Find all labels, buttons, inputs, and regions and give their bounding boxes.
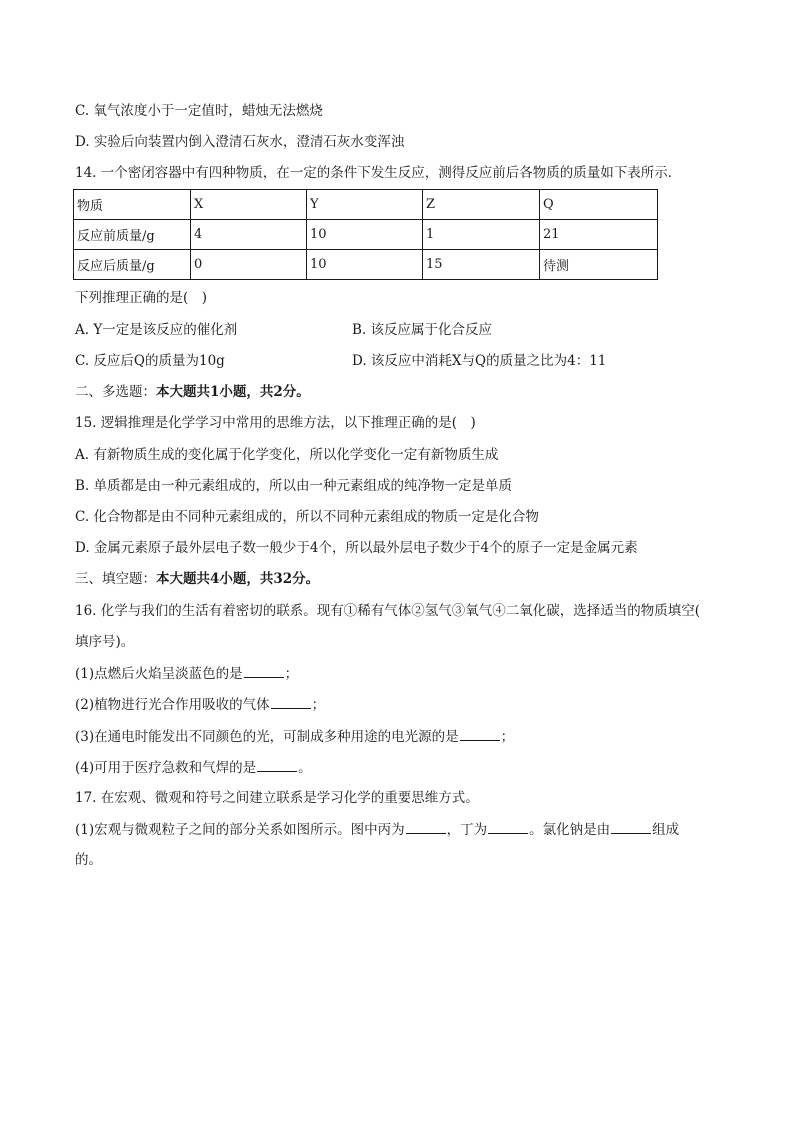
section-title: 二、多选题： xyxy=(75,384,156,400)
answer-blank[interactable] xyxy=(406,819,446,834)
q14-option-a: A. Y一定是该反应的催化剂 xyxy=(75,322,238,338)
q16-stem-line1: 16. 化学与我们的生活有着密切的联系。现有①稀有气体②氢气③氧气④二氧化碳，选择适当的物质填空( xyxy=(75,603,701,619)
question-text: (2)植物进行光合作用吸收的气体 xyxy=(75,697,270,713)
table-cell: 21 xyxy=(540,220,658,250)
table-cell: 10 xyxy=(307,250,423,280)
question-text: ，丁为 xyxy=(446,822,488,838)
q15-option-a: A. 有新物质生成的变化属于化学变化，所以化学变化一定有新物质生成 xyxy=(75,447,499,463)
question-text: 。氯化钠是由 xyxy=(529,822,611,838)
answer-blank[interactable] xyxy=(257,757,297,772)
table-header-row xyxy=(74,190,658,220)
q14-option-b: B. 该反应属于化合反应 xyxy=(352,322,493,338)
answer-blank[interactable] xyxy=(460,726,500,741)
table-cell: 物质 xyxy=(74,190,191,220)
section-info: 本大题共1小题，共2分。 xyxy=(156,384,310,400)
table-cell: 待测 xyxy=(540,250,658,280)
q14-stem: 14. 一个密闭容器中有四种物质，在一定的条件下发生反应，测得反应前后各物质的质量如下表所示． xyxy=(75,165,682,181)
q16-sub4 xyxy=(75,757,312,778)
table-cell: 0 xyxy=(191,250,307,280)
q17-stem: 17. 在宏观、微观和符号之间建立联系是学习化学的重要思维方式。 xyxy=(75,790,479,806)
table-cell: 反应前质量/g xyxy=(74,220,191,250)
q16-sub3 xyxy=(75,726,514,747)
q17-sub1 xyxy=(75,819,679,840)
section-info: 本大题共4小题，共32分。 xyxy=(156,571,320,587)
q16-stem-line2: 填序号)。 xyxy=(75,634,135,650)
table-cell: 1 xyxy=(423,220,540,250)
table-cell: Z xyxy=(423,190,540,220)
table-cell: X xyxy=(191,190,307,220)
table-row xyxy=(74,220,658,250)
punctuation: ； xyxy=(284,666,299,682)
table-cell: 15 xyxy=(423,250,540,280)
q15-option-d: D. 金属元素原子最外层电子数一般少于4个，所以最外层电子数少于4个的原子一定是金属元素 xyxy=(75,540,638,556)
table-cell: 4 xyxy=(191,220,307,250)
section-title: 三、填空题： xyxy=(75,571,156,587)
table-cell: 10 xyxy=(307,220,423,250)
punctuation: ； xyxy=(311,697,326,713)
answer-blank[interactable] xyxy=(271,694,311,709)
question-text: 组成 xyxy=(652,822,680,838)
section-2-heading xyxy=(75,382,310,402)
q14-question: 下列推理正确的是( ) xyxy=(75,290,208,306)
q15-option-c: C. 化合物都是由不同种元素组成的，所以不同种元素组成的物质一定是化合物 xyxy=(75,509,539,525)
punctuation: ； xyxy=(500,729,515,745)
table-cell: 反应后质量/g xyxy=(74,250,191,280)
question-text: (4)可用于医疗急救和气焊的是 xyxy=(75,760,257,776)
punctuation: 。 xyxy=(298,760,312,776)
question-text: (1)宏观与微观粒子之间的部分关系如图所示。图中丙为 xyxy=(75,822,405,838)
q13-option-d: D. 实验后向装置内倒入澄清石灰水，澄清石灰水变浑浊 xyxy=(75,134,405,150)
table-row xyxy=(74,250,658,280)
q16-sub2 xyxy=(75,694,325,715)
q14-option-c: C. 反应后Q的质量为10g xyxy=(75,353,225,369)
q15-stem: 15. 逻辑推理是化学学习中常用的思维方法，以下推理正确的是( ) xyxy=(75,415,476,431)
table-cell: Y xyxy=(307,190,423,220)
q17-sub1-line2: 的。 xyxy=(75,852,102,868)
question-text: (1)点燃后火焰呈淡蓝色的是 xyxy=(75,666,243,682)
q14-option-d: D. 该反应中消耗X与Q的质量之比为4：11 xyxy=(352,353,607,369)
question-text: (3)在通电时能发出不同颜色的光，可制成多种用途的电光源的是 xyxy=(75,729,459,745)
table-cell: Q xyxy=(540,190,658,220)
answer-blank[interactable] xyxy=(611,819,651,834)
mass-table xyxy=(73,189,658,280)
q15-option-b: B. 单质都是由一种元素组成的，所以由一种元素组成的纯净物一定是单质 xyxy=(75,478,513,494)
answer-blank[interactable] xyxy=(244,663,284,678)
q16-sub1 xyxy=(75,663,298,684)
section-3-heading xyxy=(75,569,319,589)
answer-blank[interactable] xyxy=(488,819,528,834)
q13-option-c: C. 氧气浓度小于一定值时，蜡烛无法燃烧 xyxy=(75,103,323,119)
